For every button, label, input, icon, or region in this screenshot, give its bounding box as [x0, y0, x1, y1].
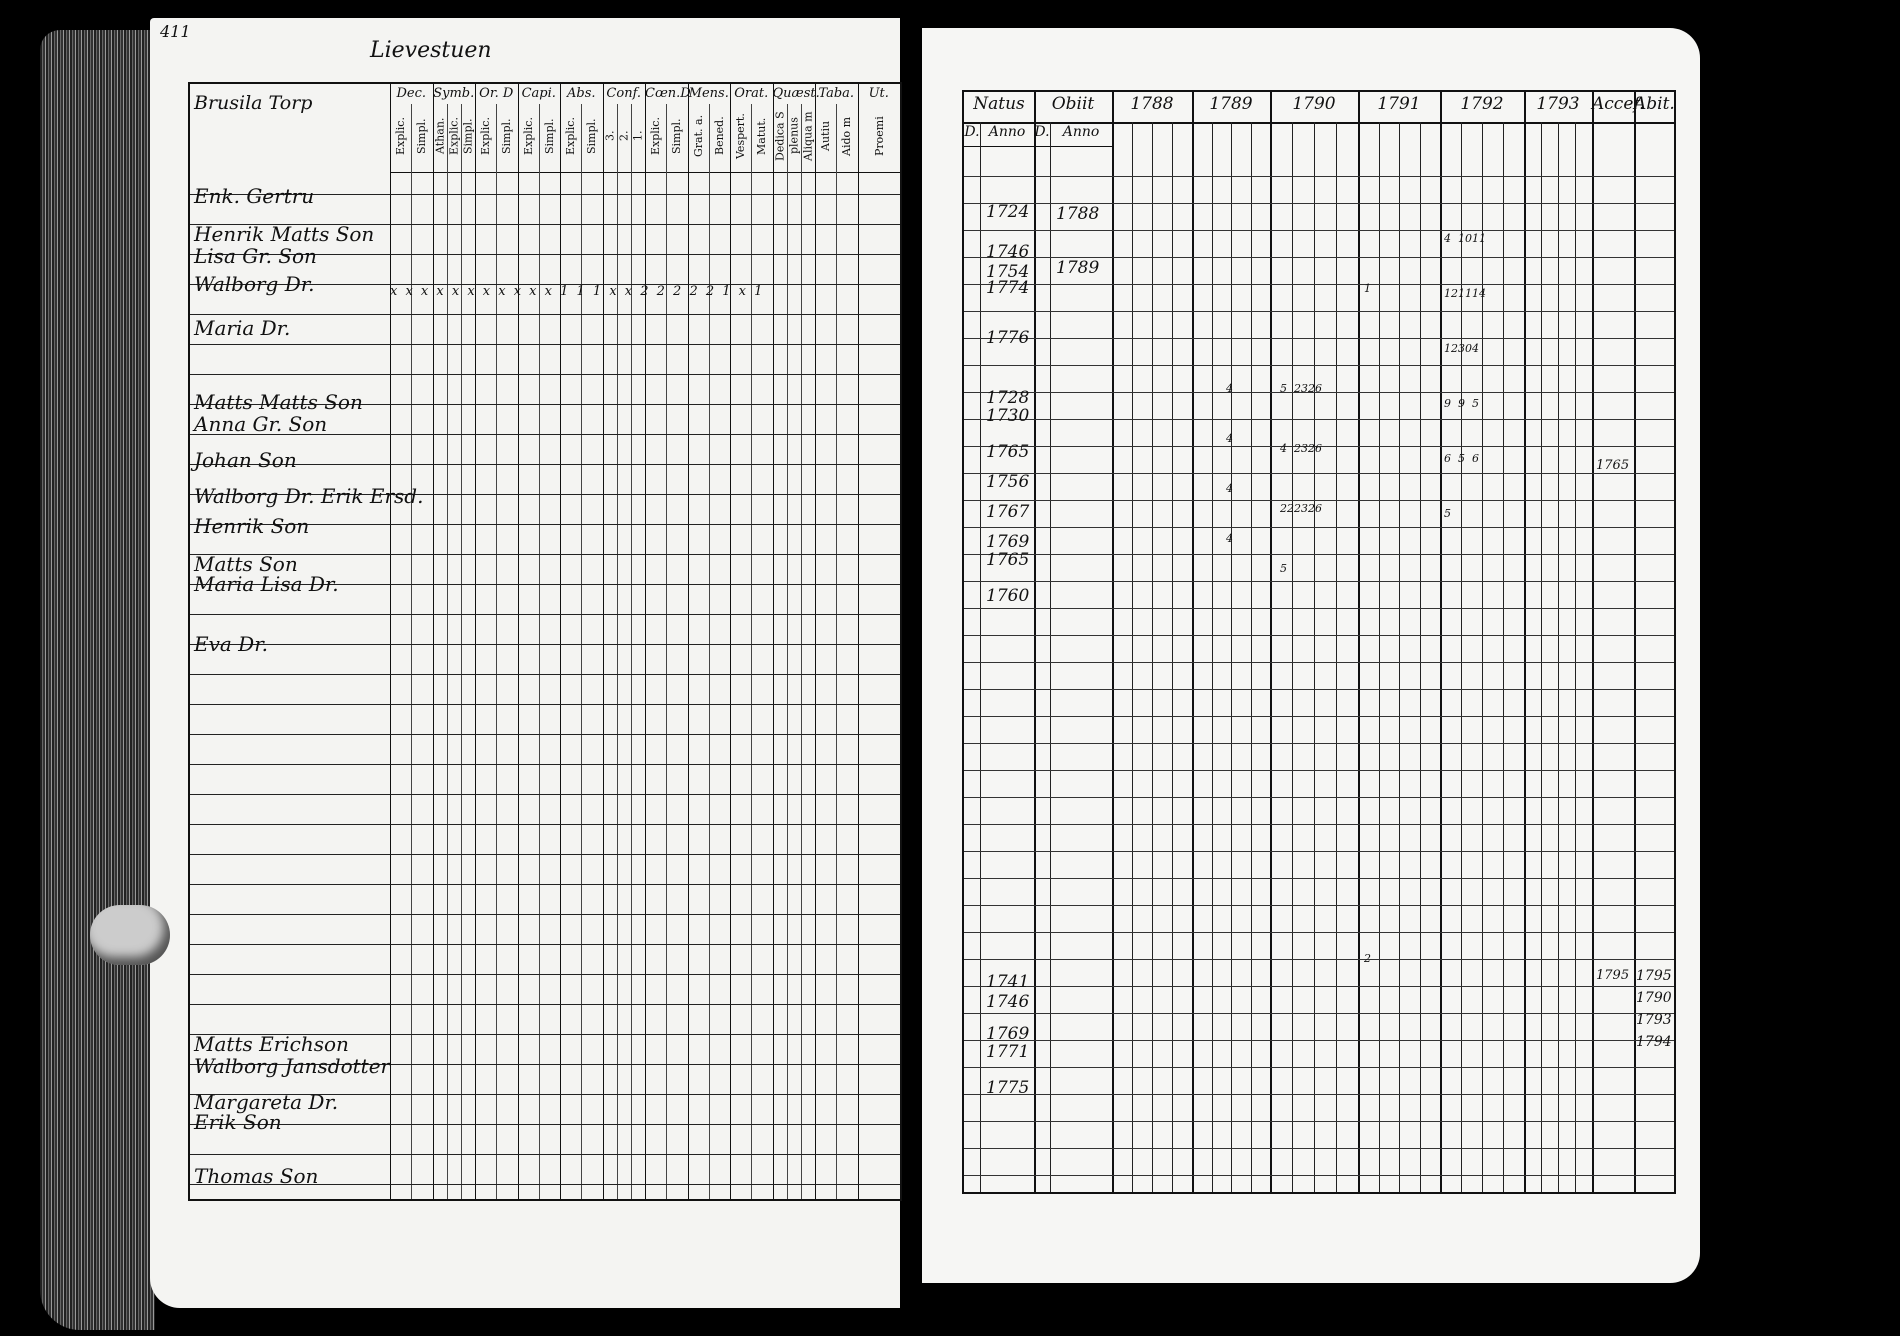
mark-1792: 10 — [1458, 232, 1472, 245]
book-gutter — [900, 0, 922, 1336]
row-rule — [190, 374, 900, 375]
mark-1790: 26 — [1308, 442, 1322, 455]
column-subtitle: plenus — [787, 117, 801, 155]
year-subdivider — [1231, 122, 1232, 1192]
register-rule — [964, 635, 1674, 636]
mark-1792: 6 — [1444, 452, 1451, 465]
column-title: Orat. — [734, 86, 769, 101]
mark-1789: 4 — [1226, 482, 1233, 495]
column-divider — [773, 84, 774, 1199]
mark-1790: 22 — [1280, 502, 1294, 515]
entry-name: Eva Dr. — [194, 632, 268, 656]
year-subdivider — [1292, 122, 1293, 1192]
entry-name: Matts Son — [194, 552, 298, 576]
column-divider — [815, 84, 816, 1199]
abit-year: 1795 — [1636, 968, 1672, 984]
natus-year: 1746 — [986, 242, 1030, 262]
entry-name: Maria Dr. — [194, 316, 291, 340]
row-rule — [190, 974, 900, 975]
mark-1790: 4 — [1280, 442, 1287, 455]
register-rule — [964, 770, 1674, 771]
mark-1792: 9 — [1444, 397, 1451, 410]
natus-year: 1776 — [986, 328, 1030, 348]
entry-name: Thomas Son — [194, 1164, 319, 1188]
column-title: Mens. — [688, 86, 729, 101]
register-rule — [964, 1148, 1674, 1149]
column-subtitle: Aido m — [840, 116, 854, 156]
column-subtitle: Explic. — [479, 117, 493, 155]
row-rule — [190, 314, 900, 315]
register-header: 1793 — [1536, 94, 1580, 114]
year-subdivider — [1152, 122, 1153, 1192]
row-rule — [190, 794, 900, 795]
register-rule — [964, 797, 1674, 798]
mark-1791: 1 — [1364, 282, 1371, 295]
mark-1792: 5 — [1472, 397, 1479, 410]
register-rule — [964, 284, 1674, 285]
natus-year: 1730 — [986, 406, 1030, 426]
entry-name: Johan Son — [194, 448, 297, 472]
column-title: Cœn.D — [645, 86, 691, 101]
natus-year: 1774 — [986, 278, 1030, 298]
accef-year: 1765 — [1596, 458, 1630, 473]
register-rule — [964, 1121, 1674, 1122]
row-rule — [190, 1004, 900, 1005]
row-rule — [190, 884, 900, 885]
register-header: Accef. — [1592, 94, 1645, 114]
year-subdivider — [1575, 122, 1576, 1192]
year-subdivider — [1336, 122, 1337, 1192]
column-title: Conf. — [606, 86, 642, 101]
mark-1792: 14 — [1472, 287, 1486, 300]
mark-1792: 11 — [1458, 287, 1472, 300]
year-subdivider — [1420, 122, 1421, 1192]
abit-year: 1794 — [1636, 1034, 1672, 1050]
row-marks-walborg: x x x x x x x x x x x 1 1 1 x x 2 2 2 2 2 1 x 1 — [390, 284, 765, 299]
register-header: Abit. — [1634, 94, 1675, 114]
mark-1792: 12 — [1444, 342, 1458, 355]
natus-year: 1775 — [986, 1078, 1030, 1098]
mark-1792: 5 — [1458, 452, 1465, 465]
year-subdivider — [1461, 122, 1462, 1192]
register-subheader: Anno — [1062, 124, 1100, 140]
column-subtitle: Explic. — [394, 117, 408, 155]
name-column-divider — [390, 84, 391, 1199]
register-rule — [964, 1040, 1674, 1041]
natus-year: 1728 — [986, 388, 1030, 408]
column-title: Quæst. — [772, 86, 820, 101]
column-divider — [475, 84, 476, 1199]
register-rule — [964, 1013, 1674, 1014]
column-divider — [645, 84, 646, 1199]
natus-year: 1746 — [986, 992, 1030, 1012]
natus-year: 1724 — [986, 202, 1030, 222]
natus-year: 1765 — [986, 442, 1030, 462]
mark-1792: 6 — [1472, 452, 1479, 465]
column-title: Or. D — [479, 86, 514, 101]
column-title: Symb. — [433, 86, 475, 101]
column-subtitle: Aliqua m — [801, 111, 815, 161]
year-subdivider — [1503, 122, 1504, 1192]
column-subtitle: 3. — [603, 130, 617, 142]
book-spine-edge — [40, 30, 155, 1330]
entry-name: Erik Son — [194, 1110, 282, 1134]
column-subtitle: Explic. — [521, 117, 535, 155]
column-subtitle: Dedica S — [773, 111, 787, 161]
mark-1792: 4 — [1472, 342, 1479, 355]
mark-1792: 12 — [1444, 287, 1458, 300]
row-rule — [190, 644, 900, 645]
row-rule — [190, 944, 900, 945]
year-subdivider — [1482, 122, 1483, 1192]
column-subtitle: Simpl. — [585, 118, 599, 154]
year-subdivider — [1558, 122, 1559, 1192]
natus-year: 1760 — [986, 586, 1030, 606]
entry-name: Margareta Dr. — [194, 1090, 339, 1114]
register-rule — [964, 176, 1674, 177]
register-rule — [964, 473, 1674, 474]
column-divider — [560, 84, 561, 1199]
mark-1792: 30 — [1458, 342, 1472, 355]
column-divider — [730, 84, 731, 1199]
accef-year: 1795 — [1596, 968, 1630, 983]
entry-name: Matts Erichson — [194, 1032, 349, 1056]
natus-year: 1741 — [986, 972, 1030, 992]
column-divider — [688, 84, 689, 1199]
entry-name: Anna Gr. Son — [194, 412, 328, 436]
mark-1790: 26 — [1308, 502, 1322, 515]
column-subtitle: Explic. — [649, 117, 663, 155]
mark-1792: 4 — [1444, 232, 1451, 245]
column-title: Capi. — [521, 86, 556, 101]
entry-name: Matts Matts Son — [194, 390, 363, 414]
mark-1790: 23 — [1294, 382, 1308, 395]
register-header: 1789 — [1209, 94, 1253, 114]
column-subtitle: Matut. — [755, 117, 769, 155]
natus-year: 1769 — [986, 1024, 1030, 1044]
column-subtitle: Grat. a. — [691, 114, 705, 158]
column-title: Dec. — [396, 86, 427, 101]
row-rule — [190, 734, 900, 735]
entry-name: Maria Lisa Dr. — [194, 572, 339, 596]
row-rule — [190, 704, 900, 705]
mark-1789: 4 — [1226, 432, 1233, 445]
register-rule — [964, 986, 1674, 987]
mark-1792: 5 — [1444, 507, 1451, 520]
register-header: Natus — [973, 94, 1025, 114]
register-rule — [964, 500, 1674, 501]
column-subtitle: 2. — [617, 130, 631, 142]
bookmark-tab — [90, 905, 170, 965]
column-subtitle: Simpl. — [461, 118, 475, 154]
row-rule — [190, 914, 900, 915]
mark-1790: 23 — [1294, 502, 1308, 515]
column-subtitle: Autiu — [819, 120, 833, 152]
table-corner-note: Brusila Torp — [194, 92, 313, 114]
entry-name: Enk. Gertru — [194, 184, 315, 208]
mark-1790: 5 — [1280, 382, 1287, 395]
register-rule — [964, 716, 1674, 717]
register-subheader: Anno — [988, 124, 1026, 140]
register-header: 1792 — [1460, 94, 1504, 114]
natus-year: 1756 — [986, 472, 1030, 492]
entry-name: Walborg Dr. Erik Ersd. — [194, 484, 424, 508]
row-rule — [190, 764, 900, 765]
natus-year: 1771 — [986, 1042, 1030, 1062]
register-header: 1790 — [1292, 94, 1336, 114]
register-rule — [964, 932, 1674, 933]
register-rule — [964, 419, 1674, 420]
register-rule — [964, 959, 1674, 960]
register-rule — [964, 878, 1674, 879]
natus-year: 1767 — [986, 502, 1030, 522]
register-rule — [964, 338, 1674, 339]
mark-1790: 5 — [1280, 562, 1287, 575]
register-table — [962, 90, 1676, 1194]
year-subdivider — [1132, 122, 1133, 1192]
register-rule — [964, 743, 1674, 744]
column-subtitle: Simpl. — [542, 118, 556, 154]
mark-1790: 23 — [1294, 442, 1308, 455]
register-rule — [964, 230, 1674, 231]
column-subtitle: Bened. — [712, 116, 726, 156]
column-subtitle: Vespert. — [734, 113, 748, 159]
year-subdivider — [1541, 122, 1542, 1192]
register-rule — [964, 311, 1674, 312]
column-title: Taba. — [818, 86, 855, 101]
register-header: 1788 — [1130, 94, 1174, 114]
register-rule — [964, 1175, 1674, 1176]
register-header: 1791 — [1377, 94, 1421, 114]
column-subtitle: Explic. — [564, 117, 578, 155]
row-rule — [190, 344, 900, 345]
obiit-year: 1789 — [1056, 258, 1100, 278]
natus-year: 1754 — [986, 262, 1030, 282]
register-rule — [964, 581, 1674, 582]
mark-1792: 11 — [1472, 232, 1486, 245]
row-rule — [190, 614, 900, 615]
abit-year: 1790 — [1636, 990, 1672, 1006]
column-subtitle: 1. — [631, 130, 645, 142]
sub-divider — [1050, 122, 1051, 1192]
register-subheader: D. — [1034, 124, 1050, 140]
mark-1790: 26 — [1308, 382, 1322, 395]
header-note: Lievestuen — [370, 38, 492, 63]
register-subheaders — [964, 122, 1112, 147]
year-subdivider — [1314, 122, 1315, 1192]
row-rule — [190, 854, 900, 855]
column-subtitle: Simpl. — [670, 118, 684, 154]
mark-1792: 9 — [1458, 397, 1465, 410]
register-header: Obiit — [1051, 94, 1095, 114]
register-rule — [964, 905, 1674, 906]
column-title: Abs. — [566, 86, 596, 101]
natus-year: 1765 — [986, 550, 1030, 570]
abit-year: 1793 — [1636, 1012, 1672, 1028]
column-subtitle: Athan. — [433, 117, 447, 155]
register-rule — [964, 1067, 1674, 1068]
entry-name: Henrik Son — [194, 514, 310, 538]
year-subdivider — [1172, 122, 1173, 1192]
column-subtitle: Proemi — [872, 116, 886, 156]
year-subdivider — [1399, 122, 1400, 1192]
register-rule — [964, 608, 1674, 609]
register-rule — [964, 851, 1674, 852]
natus-year: 1769 — [986, 532, 1030, 552]
register-rule — [964, 554, 1674, 555]
year-subdivider — [1379, 122, 1380, 1192]
register-headers — [964, 92, 1674, 124]
mark-1789: 4 — [1226, 382, 1233, 395]
column-divider — [603, 84, 604, 1199]
mark-1789: 4 — [1226, 532, 1233, 545]
column-subtitle: Simpl. — [415, 118, 429, 154]
obiit-year: 1788 — [1056, 204, 1100, 224]
row-rule — [190, 1154, 900, 1155]
mark-1791: 2 — [1364, 952, 1371, 965]
sub-divider — [980, 122, 981, 1192]
column-divider — [518, 84, 519, 1199]
row-rule — [190, 824, 900, 825]
catechism-table — [188, 82, 902, 1201]
entry-name: Walborg Jansdotter — [194, 1054, 391, 1078]
year-subdivider — [1212, 122, 1213, 1192]
register-rule — [964, 662, 1674, 663]
entry-name: Lisa Gr. Son — [194, 244, 317, 268]
row-rule — [190, 674, 900, 675]
register-rule — [964, 824, 1674, 825]
column-subtitle: Explic. — [447, 117, 461, 155]
column-title: Ut. — [868, 86, 889, 101]
column-subtitle: Simpl. — [500, 118, 514, 154]
column-divider — [858, 84, 859, 1199]
column-divider — [433, 84, 434, 1199]
register-subheader: D. — [964, 124, 980, 140]
year-subdivider — [1251, 122, 1252, 1192]
entry-name: Henrik Matts Son — [194, 222, 375, 246]
register-rule — [964, 689, 1674, 690]
register-rule — [964, 365, 1674, 366]
register-rule — [964, 1094, 1674, 1095]
row-rule — [190, 1124, 900, 1125]
register-rule — [964, 527, 1674, 528]
entry-name: Walborg Dr. — [194, 272, 315, 296]
folio-number: 411 — [160, 22, 191, 41]
